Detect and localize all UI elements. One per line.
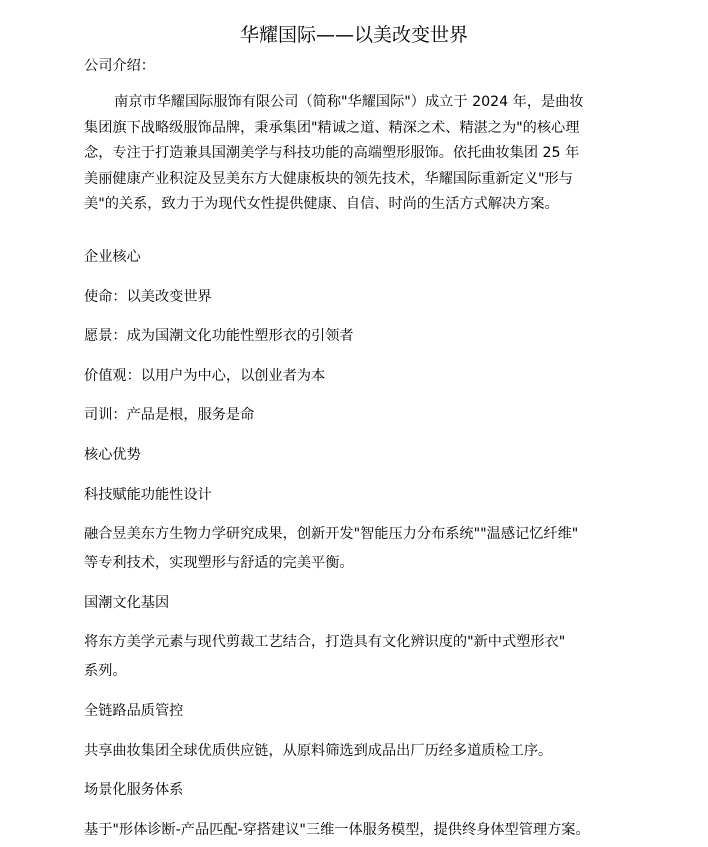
culture-heading: 国潮文化基因 xyxy=(84,595,170,611)
advantages-heading: 核心优势 xyxy=(84,447,141,463)
document-title: 华耀国际——以美改变世界 xyxy=(239,24,468,46)
intro-paragraph xyxy=(84,90,624,218)
service-text: 基于"形体诊断-产品匹配-穿搭建议"三维一体服务模型，提供终身体型管理方案。 xyxy=(84,822,590,838)
core-heading: 企业核心 xyxy=(84,249,141,265)
intro-line: 念，专注于打造兼具国潮美学与科技功能的高端塑形服饰。依托曲妆集团 25 年 xyxy=(84,145,580,161)
intro-line: 南京市华耀国际服饰有限公司（简称"华耀国际"）成立于 2024 年，是曲妆 xyxy=(114,94,584,110)
culture-line: 将东方美学元素与现代剪裁工艺结合，打造具有文化辨识度的"新中式塑形衣" xyxy=(84,634,566,650)
service-heading: 场景化服务体系 xyxy=(84,782,184,798)
tech-line: 融合昱美东方生物力学研究成果，创新开发"智能压力分布系统""温感记忆纤维" xyxy=(84,526,579,542)
intro-line: 美"的关系，致力于为现代女性提供健康、自信、时尚的生活方式解决方案。 xyxy=(84,196,559,212)
quality-heading: 全链路品质管控 xyxy=(84,703,184,719)
motto-text: 司训：产品是根，服务是命 xyxy=(84,407,255,423)
quality-text: 共享曲妆集团全球优质供应链，从原料筛选到成品出厂历经多道质检工序。 xyxy=(84,743,553,759)
tech-heading: 科技赋能功能性设计 xyxy=(84,487,212,503)
intro-heading: 公司介绍： xyxy=(84,58,155,74)
culture-line: 系列。 xyxy=(84,663,127,679)
vision-text: 愿景：成为国潮文化功能性塑形衣的引领者 xyxy=(84,328,354,344)
mission-text: 使命：以美改变世界 xyxy=(84,289,212,305)
intro-line: 美丽健康产业积淀及昱美东方大健康板块的领先技术，华耀国际重新定义"形与 xyxy=(84,170,573,187)
intro-line: 集团旗下战略级服饰品牌，秉承集团"精诚之道、精深之术、精湛之为"的核心理 xyxy=(84,119,580,136)
tech-line: 等专利技术，实现塑形与舒适的完美平衡。 xyxy=(84,555,354,571)
values-text: 价值观：以用户为中心，以创业者为本 xyxy=(84,368,326,384)
